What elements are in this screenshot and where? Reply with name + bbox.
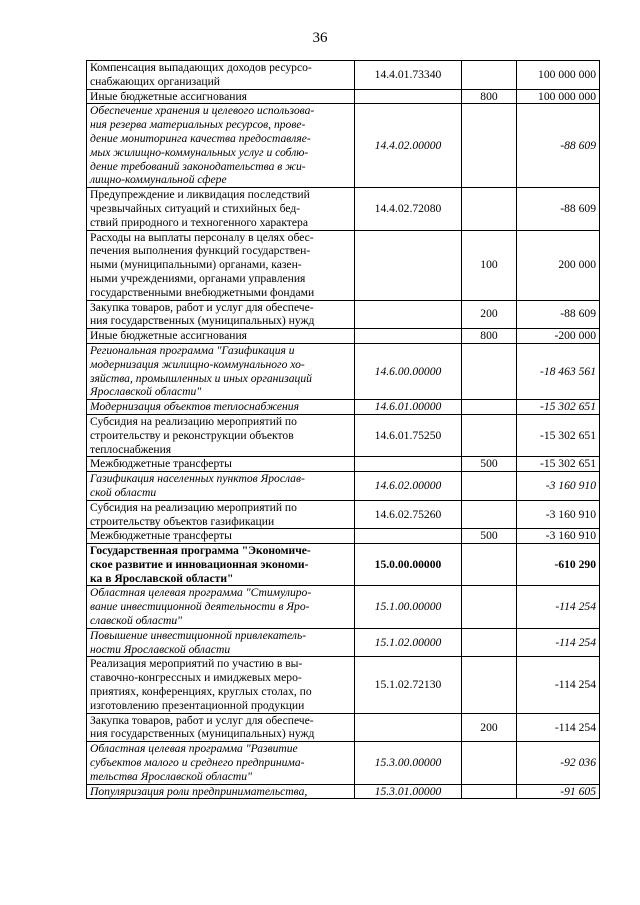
code-cell xyxy=(355,400,462,415)
expense-type-cell xyxy=(462,472,517,501)
amount-cell xyxy=(517,343,600,399)
expense-type-cell xyxy=(462,414,517,456)
expense-type-cell-text: 500 xyxy=(480,457,498,471)
code-cell-text: 14.4.02.00000 xyxy=(374,138,442,152)
name-cell xyxy=(87,544,355,586)
code-cell-text: 14.6.02.75260 xyxy=(374,507,442,521)
amount-cell-text: -114 254 xyxy=(554,720,596,734)
table-row xyxy=(87,104,600,188)
name-cell-text: Межбюджетные трансферты xyxy=(90,457,232,471)
table-row xyxy=(87,61,600,90)
amount-cell xyxy=(517,61,600,90)
budget-table xyxy=(86,60,600,799)
expense-type-cell xyxy=(462,713,517,742)
budget-table-body xyxy=(87,61,600,799)
code-cell-text: 14.6.01.00000 xyxy=(374,400,442,414)
name-cell-text: Субсидия на реализацию мероприятий по строительству объектов газификации xyxy=(90,500,297,528)
expense-type-cell xyxy=(462,61,517,90)
name-cell-text: Закупка товаров, работ и услуг для обеспече- ния государственных (муниципальных) нужд xyxy=(90,713,315,741)
amount-cell-text: -3 160 910 xyxy=(545,479,596,492)
table-row xyxy=(87,343,600,399)
amount-cell-text: 100 000 000 xyxy=(538,67,596,81)
name-cell xyxy=(87,61,355,90)
name-cell xyxy=(87,586,355,628)
name-cell xyxy=(87,343,355,399)
name-cell-text: Региональная программа "Газификация и модернизация жилищно-коммунального хо- зяйства, промышленных и иных организаций Ярославской области" xyxy=(90,343,312,399)
amount-cell-text: -200 000 xyxy=(554,329,596,343)
name-cell-text: Компенсация выпадающих доходов ресурсо- снабжающих организаций xyxy=(90,61,312,88)
amount-cell xyxy=(517,742,600,784)
name-cell xyxy=(87,628,355,657)
code-cell xyxy=(355,586,462,628)
table-row xyxy=(87,230,600,300)
amount-cell-text: -88 609 xyxy=(560,201,596,215)
expense-type-cell xyxy=(462,329,517,344)
code-cell xyxy=(355,104,462,188)
amount-cell xyxy=(517,586,600,628)
code-cell xyxy=(355,61,462,90)
code-cell xyxy=(355,742,462,784)
name-cell-text: Субсидия на реализацию мероприятий по строительству и реконструкции объектов теплоснабжения xyxy=(90,414,297,456)
expense-type-cell xyxy=(462,188,517,230)
amount-cell xyxy=(517,188,600,230)
table-row xyxy=(87,188,600,230)
amount-cell xyxy=(517,414,600,456)
code-cell xyxy=(355,628,462,657)
code-cell xyxy=(355,230,462,300)
expense-type-cell xyxy=(462,400,517,415)
expense-type-cell xyxy=(462,104,517,188)
name-cell-text: Иные бюджетные ассигнования xyxy=(90,329,247,343)
name-cell-text: Иные бюджетные ассигнования xyxy=(90,89,247,103)
name-cell xyxy=(87,472,355,501)
amount-cell-text: 100 000 000 xyxy=(538,89,596,103)
table-row xyxy=(87,414,600,456)
code-cell-text: 14.4.02.72080 xyxy=(374,201,442,215)
amount-cell xyxy=(517,329,600,344)
name-cell-text: Модернизация объектов теплоснабжения xyxy=(90,400,299,414)
expense-type-cell xyxy=(462,544,517,586)
name-cell-text: Газификация населенных пунктов Ярослав- ской области xyxy=(90,472,305,499)
name-cell xyxy=(87,713,355,742)
code-cell-text: 15.1.02.00000 xyxy=(374,635,442,649)
amount-cell xyxy=(517,500,600,529)
table-row xyxy=(87,457,600,472)
amount-cell-text: -114 254 xyxy=(555,600,596,614)
name-cell xyxy=(87,104,355,188)
name-cell xyxy=(87,657,355,713)
amount-cell-text: 200 000 xyxy=(558,258,596,272)
name-cell xyxy=(87,300,355,329)
expense-type-cell-text: 800 xyxy=(480,329,498,343)
expense-type-cell xyxy=(462,343,517,399)
table-row xyxy=(87,472,600,501)
table-row xyxy=(87,784,600,799)
name-cell-text: Закупка товаров, работ и услуг для обеспече- ния государственных (муниципальных) нужд xyxy=(90,300,315,328)
amount-cell-text: -91 605 xyxy=(560,784,596,798)
amount-cell-text: -114 254 xyxy=(554,678,596,692)
expense-type-cell xyxy=(462,230,517,300)
amount-cell-text: -88 609 xyxy=(560,138,596,152)
code-cell xyxy=(355,188,462,230)
amount-cell-text: -15 302 651 xyxy=(539,428,596,442)
amount-cell xyxy=(517,89,600,104)
name-cell xyxy=(87,89,355,104)
name-cell xyxy=(87,500,355,529)
expense-type-cell xyxy=(462,500,517,529)
amount-cell xyxy=(517,400,600,415)
name-cell-text: Государственная программа "Экономиче- ское развитие и инновационная экономи- ка в Ярославской области" xyxy=(90,544,311,585)
code-cell-text: 14.6.01.75250 xyxy=(374,428,442,442)
code-cell-text: 14.6.02.00000 xyxy=(374,479,442,492)
code-cell-text: 15.0.00.00000 xyxy=(374,557,442,571)
table-row xyxy=(87,544,600,586)
name-cell-text: Областная целевая программа "Стимулиро- вание инвестиционной деятельности в Яро- славской области" xyxy=(90,586,312,628)
name-cell-text: Популяризация роли предпринимательства, xyxy=(90,784,308,798)
name-cell-text: Областная целевая программа "Развитие субъектов малого и среднего предпринима- тельства Ярославской области" xyxy=(90,742,305,783)
amount-cell-text: -3 160 910 xyxy=(545,529,596,543)
code-cell-text: 15.3.01.00000 xyxy=(374,784,442,798)
name-cell-text: Повышение инвестиционной привлекатель- ности Ярославской области xyxy=(90,628,307,656)
expense-type-cell xyxy=(462,300,517,329)
amount-cell xyxy=(517,628,600,657)
name-cell xyxy=(87,784,355,799)
amount-cell-text: -15 302 651 xyxy=(539,400,596,414)
amount-cell-text: -92 036 xyxy=(560,756,596,770)
table-row xyxy=(87,400,600,415)
code-cell-text: 15.3.00.00000 xyxy=(374,756,442,770)
table-row xyxy=(87,657,600,713)
name-cell xyxy=(87,329,355,344)
amount-cell xyxy=(517,544,600,586)
name-cell xyxy=(87,400,355,415)
expense-type-cell xyxy=(462,586,517,628)
name-cell-text: Расходы на выплаты персоналу в целях обес- печения выполнения функций государствен- ными (муниципальными) органами, казен- ными учреждениями, органами управления государственными внебюджетными фондами xyxy=(90,230,315,299)
amount-cell xyxy=(517,529,600,544)
code-cell xyxy=(355,89,462,104)
code-cell xyxy=(355,414,462,456)
expense-type-cell-text: 800 xyxy=(480,89,498,103)
amount-cell-text: -18 463 561 xyxy=(539,364,596,378)
code-cell xyxy=(355,500,462,529)
table-row xyxy=(87,529,600,544)
table-row xyxy=(87,713,600,742)
code-cell xyxy=(355,472,462,501)
code-cell xyxy=(355,529,462,544)
name-cell-text: Предупреждение и ликвидация последствий чрезвычайных ситуаций и стихийных бед- ствий природного и техногенного характера xyxy=(90,188,310,229)
expense-type-cell-text: 500 xyxy=(480,529,498,543)
amount-cell xyxy=(517,230,600,300)
amount-cell-text: -610 290 xyxy=(554,557,596,571)
table-row xyxy=(87,300,600,329)
amount-cell-text: -15 302 651 xyxy=(539,457,596,471)
page-number: 36 xyxy=(312,30,328,46)
code-cell xyxy=(355,300,462,329)
expense-type-cell xyxy=(462,657,517,713)
name-cell xyxy=(87,414,355,456)
expense-type-cell-text: 200 xyxy=(480,307,498,321)
code-cell xyxy=(355,657,462,713)
code-cell-text: 14.4.01.73340 xyxy=(374,67,442,81)
name-cell-text: Обеспечение хранения и целевого использова- ния резерва материальных ресурсов, прове- дение мониторинга качества предоставляе- мых жилищно-коммунальных услуг и соблю- дение требований законодательства в жи- лищно-коммунальной сфере xyxy=(90,104,315,187)
expense-type-cell xyxy=(462,457,517,472)
amount-cell xyxy=(517,657,600,713)
name-cell-text: Реализация мероприятий по участию в вы- ставочно-конгрессных и имиджевых меро- приятиях, конференциях, круглых столах, по изготовлению презентационной продукции xyxy=(90,657,312,712)
name-cell xyxy=(87,742,355,784)
code-cell-text: 14.6.00.00000 xyxy=(374,364,442,378)
amount-cell xyxy=(517,104,600,188)
table-row xyxy=(87,500,600,529)
table-row xyxy=(87,329,600,344)
code-cell xyxy=(355,457,462,472)
table-row xyxy=(87,89,600,104)
code-cell xyxy=(355,784,462,799)
expense-type-cell-text: 200 xyxy=(480,720,498,734)
name-cell xyxy=(87,230,355,300)
code-cell xyxy=(355,329,462,344)
amount-cell xyxy=(517,300,600,329)
amount-cell-text: -114 254 xyxy=(555,635,596,649)
name-cell-text: Межбюджетные трансферты xyxy=(90,529,232,543)
expense-type-cell xyxy=(462,529,517,544)
expense-type-cell xyxy=(462,89,517,104)
table-row xyxy=(87,586,600,628)
code-cell-text: 15.1.02.72130 xyxy=(374,678,442,692)
name-cell xyxy=(87,188,355,230)
name-cell xyxy=(87,529,355,544)
code-cell xyxy=(355,713,462,742)
expense-type-cell xyxy=(462,628,517,657)
code-cell xyxy=(355,544,462,586)
expense-type-cell-text: 100 xyxy=(480,258,498,272)
amount-cell-text: -3 160 910 xyxy=(545,507,596,521)
amount-cell-text: -88 609 xyxy=(560,307,596,321)
amount-cell xyxy=(517,713,600,742)
table-row xyxy=(87,628,600,657)
expense-type-cell xyxy=(462,742,517,784)
name-cell xyxy=(87,457,355,472)
code-cell-text: 15.1.00.00000 xyxy=(374,600,442,614)
table-row xyxy=(87,742,600,784)
code-cell xyxy=(355,343,462,399)
amount-cell xyxy=(517,472,600,501)
expense-type-cell xyxy=(462,784,517,799)
amount-cell xyxy=(517,457,600,472)
amount-cell xyxy=(517,784,600,799)
